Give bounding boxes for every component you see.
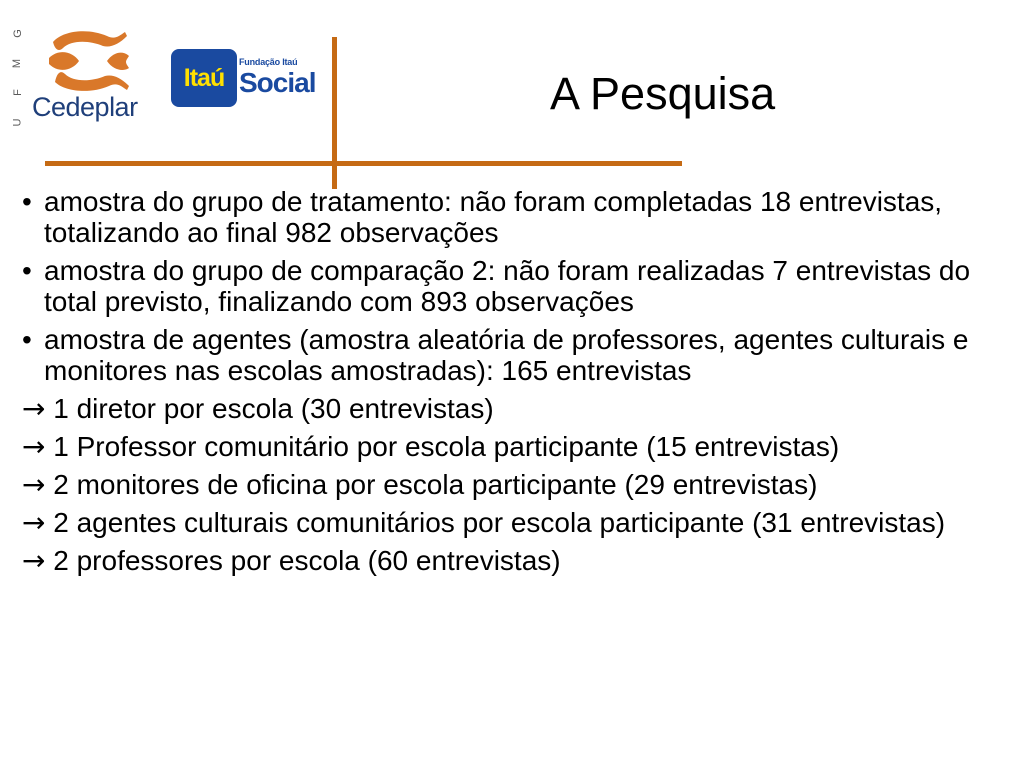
arrow-item	[22, 393, 1012, 424]
bullet-marker: •	[22, 324, 32, 355]
slide-body	[22, 186, 1012, 583]
arrow-icon: →	[22, 430, 46, 463]
itau-social-logo	[239, 57, 315, 98]
slide-title: A Pesquisa	[550, 68, 776, 119]
itau-logo	[171, 49, 237, 107]
ufmg-letter: M	[11, 58, 24, 68]
accent-vertical-line	[332, 37, 337, 189]
fundacao-itau-label: Fundação Itaú	[239, 57, 298, 67]
arrow-item-text: 1 Professor comunitário por escola participante (15 entrevistas)	[53, 431, 840, 462]
arrow-item	[22, 469, 1012, 500]
arrow-item	[22, 431, 1012, 462]
arrow-item-text: 2 agentes culturais comunitários por escola participante (31 entrevistas)	[53, 507, 946, 538]
ufmg-letter: G	[11, 29, 24, 38]
cedeplar-wordmark: Cedeplar	[32, 92, 138, 122]
arrow-icon: →	[22, 506, 46, 539]
arrow-icon: →	[22, 544, 46, 577]
bullet-item	[22, 255, 1012, 317]
itau-wordmark: Itaú	[183, 63, 225, 92]
arrow-item	[22, 507, 1012, 538]
arrow-item-text: 1 diretor por escola (30 entrevistas)	[53, 393, 494, 424]
accent-horizontal-line	[45, 161, 682, 166]
arrow-item-text: 2 professores por escola (60 entrevistas)	[53, 545, 561, 576]
ufmg-letter: U	[11, 118, 24, 127]
bullet-text: amostra do grupo de comparação 2: não foram realizadas 7 entrevistas do total previsto, finalizando com 893 observações	[44, 255, 971, 317]
bullet-text: amostra de agentes (amostra aleatória de professores, agentes culturais e monitores nas escolas amostradas): 165 entrevistas	[44, 324, 969, 386]
arrow-icon: →	[22, 392, 46, 425]
bullet-item	[22, 186, 1012, 248]
bullet-marker: •	[22, 255, 32, 286]
ufmg-vertical-text	[11, 28, 25, 128]
ufmg-letter: F	[11, 89, 24, 97]
bullet-item	[22, 324, 1012, 386]
cedeplar-logo-icon	[45, 28, 131, 94]
arrow-icon: →	[22, 468, 46, 501]
arrow-item-text: 2 monitores de oficina por escola participante (29 entrevistas)	[53, 469, 818, 500]
bullet-text: amostra do grupo de tratamento: não foram completadas 18 entrevistas, totalizando ao final 982 observações	[44, 186, 943, 248]
bullet-marker: •	[22, 186, 32, 217]
arrow-item	[22, 545, 1012, 576]
social-wordmark: Social	[239, 67, 316, 98]
